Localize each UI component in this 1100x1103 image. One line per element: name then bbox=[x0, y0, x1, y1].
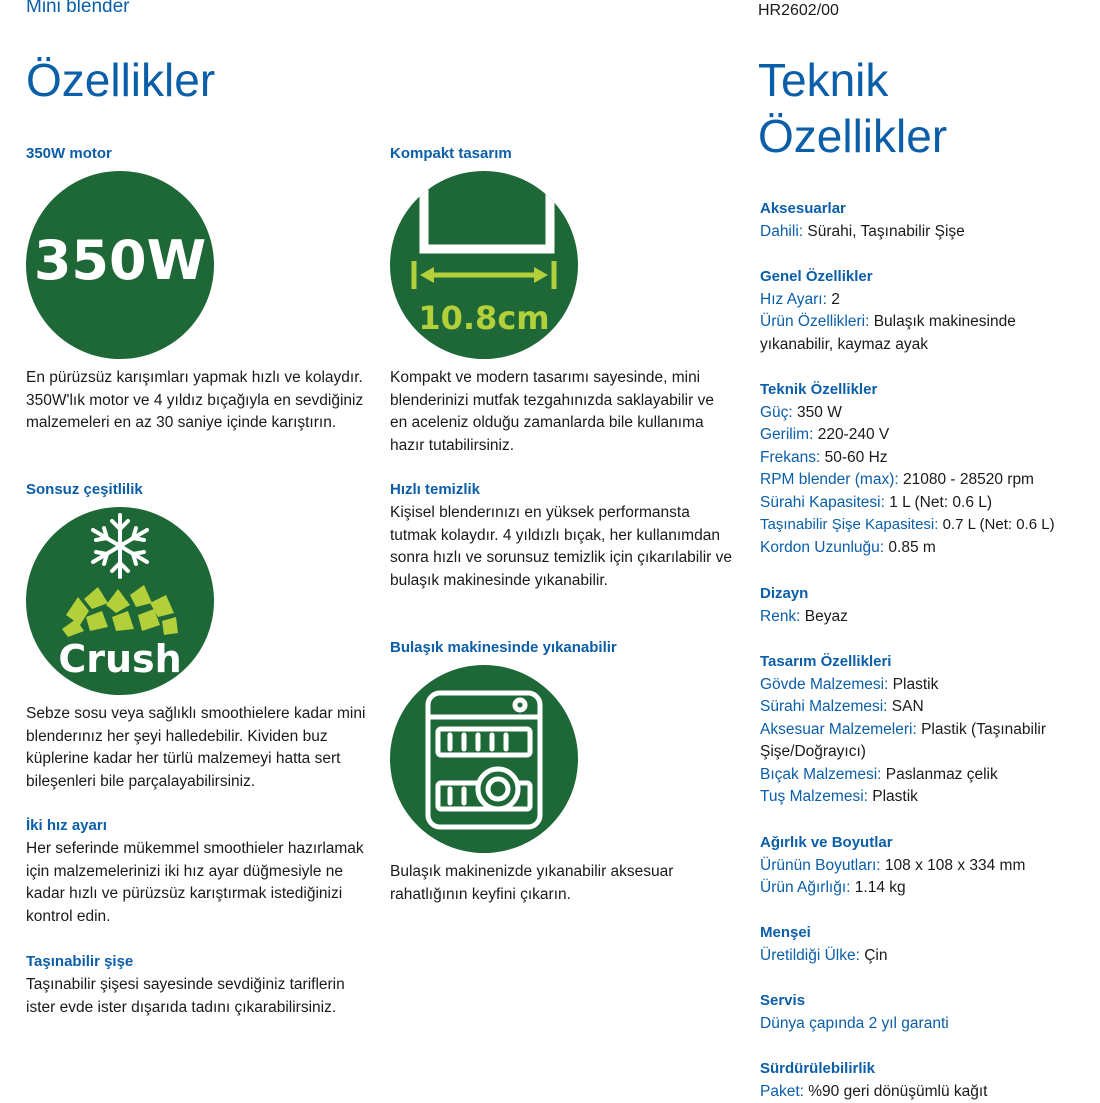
spec-key: Renk: bbox=[760, 607, 801, 625]
model-number: HR2602/00 bbox=[758, 2, 839, 19]
feature-compact-design bbox=[390, 144, 735, 457]
power-350w-icon bbox=[26, 171, 214, 359]
spec-key: Gövde Malzemesi: bbox=[760, 675, 889, 693]
crushed-ice-icon bbox=[62, 585, 178, 637]
width-arrow-icon bbox=[414, 261, 554, 289]
icon-label: 10.8cm bbox=[418, 299, 550, 337]
spec-key: Taşınabilir Şişe Kapasitesi: bbox=[760, 516, 939, 534]
feature-title: Hızlı temizlik bbox=[390, 481, 481, 498]
spec-group-title: Sürdürülebilirlik bbox=[760, 1060, 876, 1077]
specs-title bbox=[758, 52, 947, 164]
spec-group-service bbox=[760, 990, 1090, 1035]
spec-key: Kordon Uzunluğu: bbox=[760, 539, 885, 557]
spec-key: Ürün Özellikleri: bbox=[760, 313, 870, 331]
spec-group-technical bbox=[760, 379, 1090, 560]
spec-key: Bıçak Malzemesi: bbox=[760, 765, 882, 783]
spec-group-title: Ağırlık ve Boyutlar bbox=[760, 834, 893, 851]
product-name: Mini blender bbox=[26, 0, 130, 17]
spec-value: Plastik bbox=[888, 675, 939, 693]
spec-key: Ürünün Boyutları: bbox=[760, 856, 881, 874]
spec-group-title: Servis bbox=[760, 992, 806, 1009]
icon-label: 350W bbox=[33, 229, 207, 292]
dishwasher-icon bbox=[390, 665, 578, 853]
spec-group-title: Aksesuarlar bbox=[760, 200, 846, 217]
icon-label: Crush bbox=[58, 637, 182, 681]
spec-group-weight-dimensions bbox=[760, 832, 1090, 900]
feature-dishwasher-safe bbox=[390, 638, 735, 906]
feature-quick-clean bbox=[390, 480, 735, 592]
feature-two-speed bbox=[26, 816, 366, 928]
spec-group-general bbox=[760, 266, 1090, 356]
spec-value: 0.7 L (Net: 0.6 L) bbox=[938, 516, 1055, 534]
spec-group-sustainability bbox=[760, 1058, 1090, 1103]
spec-group-title: Menşei bbox=[760, 924, 811, 941]
spec-key: Paket: bbox=[760, 1082, 804, 1100]
feature-title: Kompakt tasarım bbox=[390, 145, 512, 162]
compact-size-icon bbox=[390, 171, 578, 359]
feature-text: En pürüzsüz karışımları yapmak hızlı ve kolaydır. 350W'lık motor ve 4 yıldız bıçağıyla en sevdiğiniz malzemeleri en az 30 saniye içinde karıştırın. bbox=[26, 369, 364, 432]
spec-value: SAN bbox=[887, 698, 924, 716]
spec-row bbox=[760, 221, 1090, 244]
feature-portable-bottle bbox=[26, 952, 366, 1019]
feature-title: İki hız ayarı bbox=[26, 817, 107, 834]
spec-value: Çin bbox=[859, 946, 888, 964]
feature-text: Kompakt ve modern tasarımı sayesinde, mini blenderinizi mutfak tezgahınızda saklayabilir ve en aceleniz olduğu zamanlarda bile kullanıma hazır tutabilirsiniz. bbox=[390, 369, 714, 454]
spec-value: 21080 - 28520 rpm bbox=[898, 471, 1034, 489]
spec-group-title: Genel Özellikler bbox=[760, 268, 873, 285]
spec-key: Gerilim: bbox=[760, 426, 814, 444]
spec-group-origin bbox=[760, 922, 1090, 967]
spec-value: 1.14 kg bbox=[850, 879, 906, 897]
spec-value: 2 bbox=[826, 290, 840, 308]
feature-text: Bulaşık makinenizde yıkanabilir aksesuar rahatlığının keyfini çıkarın. bbox=[390, 863, 674, 903]
spec-value: 0.85 m bbox=[884, 539, 936, 557]
spec-key: Frekans: bbox=[760, 448, 821, 466]
feature-variety bbox=[26, 480, 366, 793]
spec-value: 220-240 V bbox=[813, 426, 890, 444]
spec-key: Güç: bbox=[760, 403, 793, 421]
spec-key: Sürahi Malzemesi: bbox=[760, 698, 888, 716]
feature-title: Taşınabilir şişe bbox=[26, 953, 134, 970]
feature-text: Taşınabilir şişesi sayesinde sevdiğiniz tariflerin ister evde ister dışarıda tadını çıkarabilirsiniz. bbox=[26, 976, 345, 1016]
feature-title: 350W motor bbox=[26, 145, 112, 162]
spec-value: 1 L (Net: 0.6 L) bbox=[884, 493, 993, 511]
spec-key: Dünya çapında 2 yıl garanti bbox=[760, 1014, 949, 1032]
specs-title-line1: Teknik bbox=[758, 54, 889, 106]
spec-value: Paslanmaz çelik bbox=[881, 765, 998, 783]
spec-value: 350 W bbox=[792, 403, 842, 421]
spec-value: Plastik (Taşınabilir Şişe/Doğrayıcı) bbox=[760, 720, 1046, 761]
spec-key: Üretildiği Ülke: bbox=[760, 946, 860, 964]
feature-text: Kişisel blenderınızı en yüksek performansta tutmak kolaydır. 4 yıldızlı bıçak, her kullanımdan sonra hızlı ve sorunsuz temizlik için çıkarılabilir ve bulaşık makinesinde yıkanabilir. bbox=[390, 504, 732, 589]
feature-title: Bulaşık makinesinde yıkanabilir bbox=[390, 639, 617, 656]
spec-key: RPM blender (max): bbox=[760, 471, 899, 489]
spec-value: Plastik bbox=[867, 788, 918, 806]
feature-text: Sebze sosu veya sağlıklı smoothielere kadar mini blenderınız her şeyi halledebilir. Kividen buz küplerine kadar her türlü malzemeyi hatta sert bileşenleri bile parçalayabilirsiniz. bbox=[26, 705, 366, 790]
spec-value: %90 geri dönüşümlü kağıt bbox=[803, 1082, 988, 1100]
spec-group-title: Tasarım Özellikleri bbox=[760, 653, 892, 670]
spec-group-design-features bbox=[760, 651, 1090, 809]
spec-group-accessories bbox=[760, 198, 1090, 243]
spec-key: Ürün Ağırlığı: bbox=[760, 879, 851, 897]
specs-title-line2: Özellikler bbox=[758, 110, 948, 162]
feature-title: Sonsuz çeşitlilik bbox=[26, 481, 143, 498]
spec-value: Bulaşık makinesinde yıkanabilir, kaymaz ayak bbox=[760, 313, 1016, 353]
feature-350w-motor bbox=[26, 144, 366, 435]
spec-key: Hız Ayarı: bbox=[760, 290, 827, 308]
spec-key: Aksesuar Malzemeleri: bbox=[760, 720, 917, 738]
spec-key: Tuş Malzemesi: bbox=[760, 788, 868, 806]
spec-value: Sürahi, Taşınabilir Şişe bbox=[803, 222, 965, 240]
crush-icon bbox=[26, 507, 214, 695]
features-title: Özellikler bbox=[26, 54, 216, 106]
spec-key: Dahili: bbox=[760, 222, 804, 240]
feature-text: Her seferinde mükemmel smoothieler hazırlamak için malzemelerinizi iki hız ayar düğmesiyle ne kadar hızlı ve pürüzsüz karıştırmak istediğinizi kontrol edin. bbox=[26, 840, 364, 925]
spec-key: Sürahi Kapasitesi: bbox=[760, 493, 885, 511]
spec-group-title: Dizayn bbox=[760, 585, 809, 602]
spec-value: 108 x 108 x 334 mm bbox=[880, 856, 1026, 874]
spec-value: 50-60 Hz bbox=[820, 448, 888, 466]
spec-group-title: Teknik Özellikler bbox=[760, 381, 878, 398]
spec-group-design bbox=[760, 583, 1090, 628]
spec-value: Beyaz bbox=[800, 607, 848, 625]
